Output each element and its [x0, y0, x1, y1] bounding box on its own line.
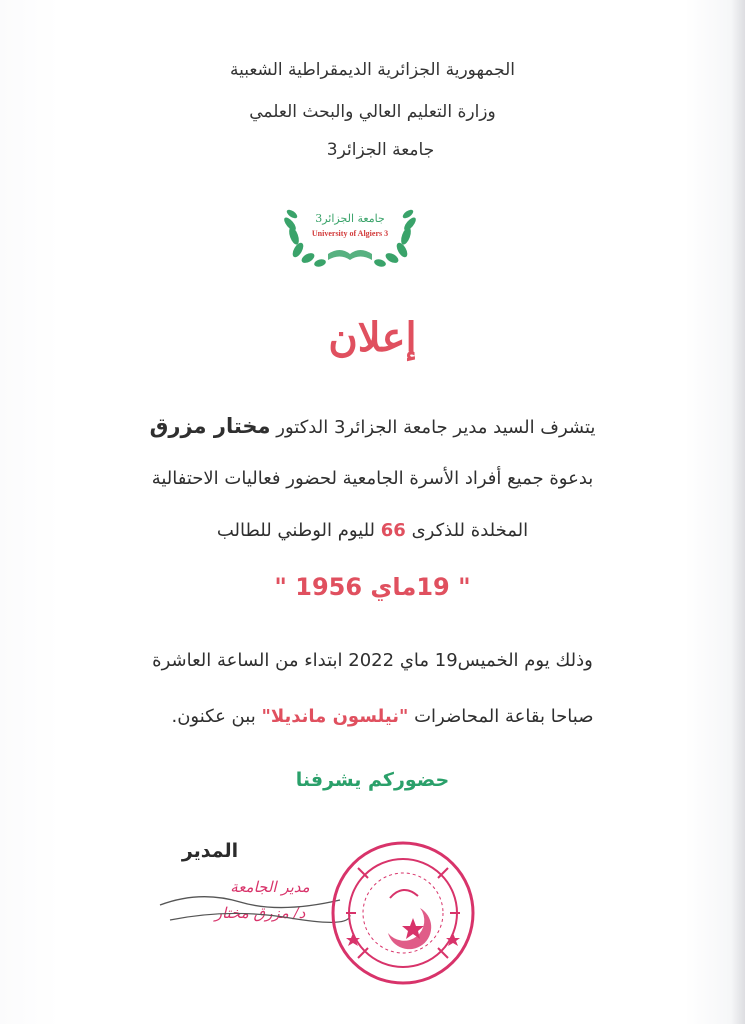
body-line-2: بدعوة جميع أفراد الأسرة الجامعية لحضور فعاليات الاحتفالية	[151, 468, 594, 489]
header-ministry: وزارة التعليم العالي والبحث العلمي	[249, 102, 496, 122]
hall-name: "نيلسون مانديلا"	[261, 706, 409, 727]
director-title: المدير	[181, 840, 239, 862]
logo-arabic-text: جامعة الجزائر3	[315, 212, 385, 225]
closing-phrase: حضوركم يشرفنا	[295, 769, 450, 791]
date-quote: " 19ماي 1956 "	[274, 573, 471, 601]
announcement-title: إعلان	[328, 314, 417, 361]
body-line-3-suffix: لليوم الوطني للطالب	[216, 520, 376, 541]
header-republic: الجمهورية الجزائرية الديمقراطية الشعبية	[229, 60, 516, 80]
body-line-4: وذلك يوم الخميس19 ماي 2022 ابتداء من الساعة العاشرة	[152, 650, 593, 671]
logo-english-text: University of Algiers 3	[311, 229, 389, 238]
signature-line-1: مدير الجامعة	[230, 878, 310, 896]
body-line-5-suffix: ببن عكنون.	[171, 706, 256, 727]
body-line-3	[0, 520, 745, 541]
body-line-1	[0, 414, 745, 438]
signature-line-2: د/ مزرق مختار	[214, 904, 306, 922]
handwritten-signature	[140, 860, 360, 940]
body-line-5	[10, 706, 745, 727]
header-university: جامعة الجزائر3	[326, 140, 435, 160]
anniversary-number: 66	[380, 520, 406, 541]
director-name: مختار مزرق	[149, 414, 271, 438]
body-line-1-prefix: يتشرف السيد مدير جامعة الجزائر3 الدكتور	[276, 417, 596, 438]
university-logo	[280, 196, 420, 276]
official-seal	[328, 838, 478, 988]
body-line-3-prefix: المخلدة للذكرى	[411, 520, 529, 541]
body-line-5-prefix: صباحا بقاعة المحاضرات	[414, 706, 594, 727]
